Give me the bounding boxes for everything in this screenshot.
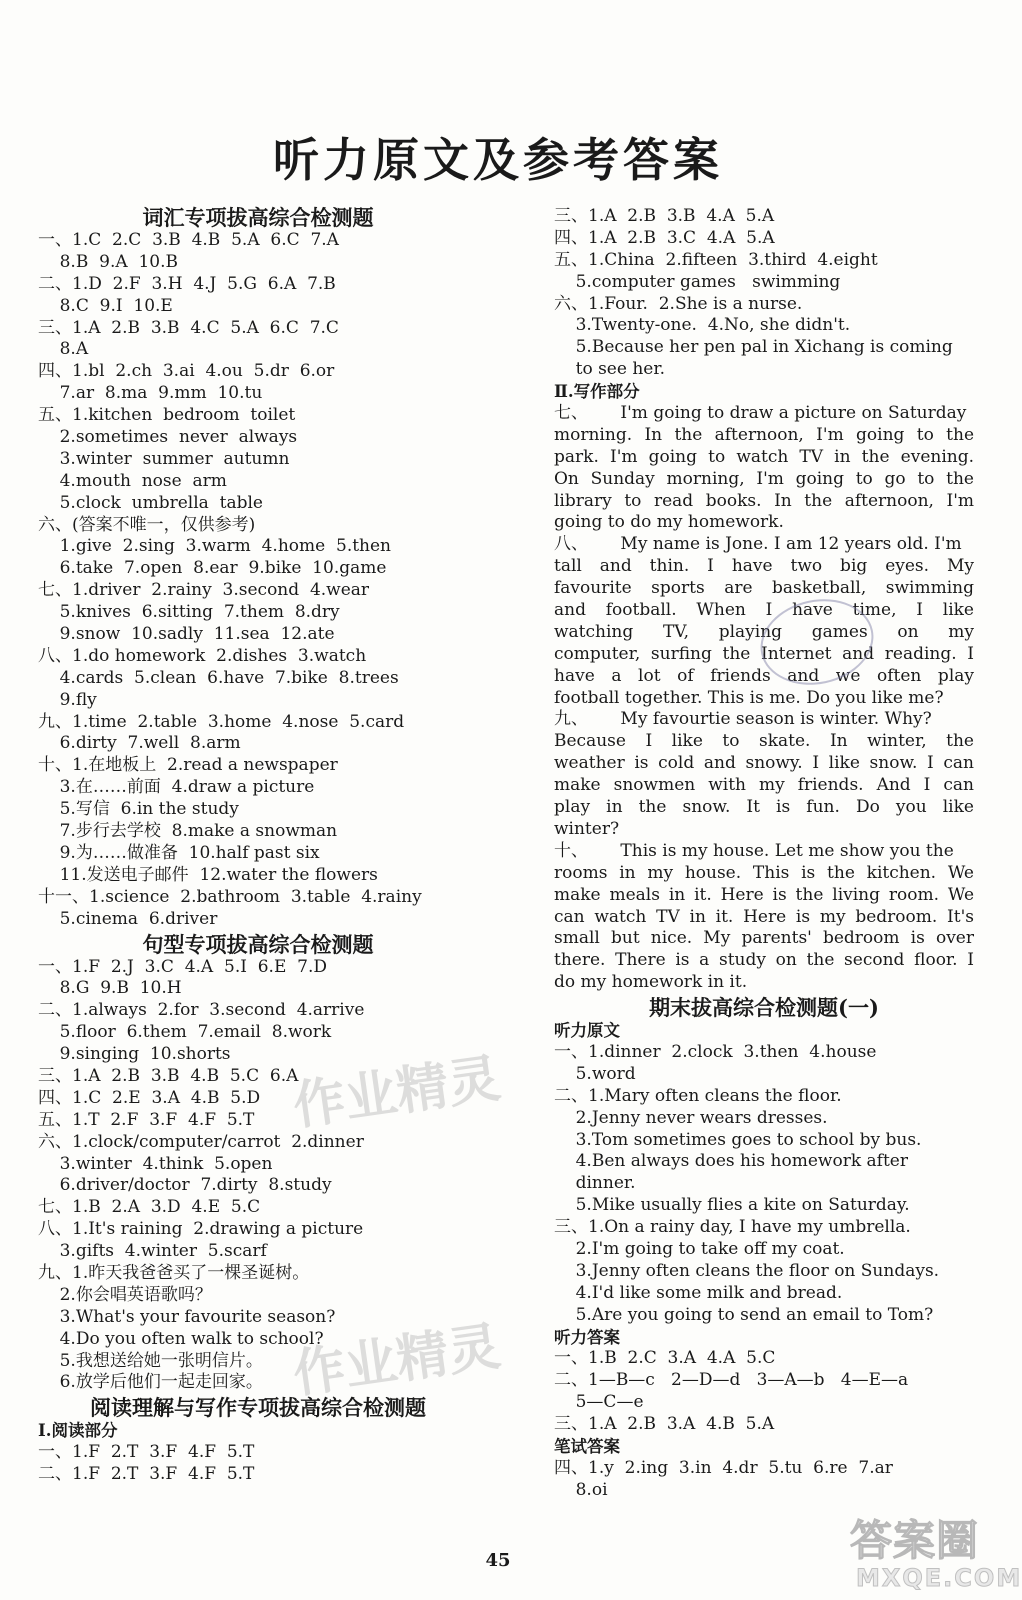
right-answer-column [554,206,974,1502]
answer-line: 5.cinema 6.driver [38,908,218,929]
answer-line: 9.singing 10.shorts [38,1044,231,1065]
section-heading: 阅读理解与写作专项拔高综合检测题 [90,1395,426,1421]
answer-line: 十、 This is my house. Let me show you the [554,840,954,861]
page-number: 45 [485,1550,511,1571]
answer-line: park. I'm going to watch TV in the evening. [554,446,974,467]
answer-line: 五、1.kitchen bedroom toilet [38,405,296,426]
answer-line: 二、1—B—c 2—D—d 3—A—b 4—E—a [554,1370,909,1391]
answer-line: make meals in it. Here is the living room. We [554,884,974,905]
answer-line: 七、1.driver 2.rainy 3.second 4.wear [38,580,370,601]
answer-line: 3.winter 4.think 5.open [38,1153,273,1174]
answer-line: 一、1.C 2.C 3.B 4.B 5.A 6.C 7.A [38,230,339,250]
watermark-text: 作业精灵 [289,1048,504,1138]
answer-line: 三、1.On a rainy day, I have my umbrella. [554,1217,911,1238]
answer-line: 5.clock umbrella table [38,492,263,513]
answer-line: 四、1.bl 2.ch 3.ai 4.ou 5.dr 6.or [38,361,335,382]
answer-line: favourite sports are basketball, swimming [554,578,974,599]
answer-line: 4.Do you often walk to school? [38,1328,324,1349]
section-heading: 期末拔高综合检测题(一) [649,995,879,1021]
answer-line: 一、1.dinner 2.clock 3.then 4.house [554,1041,877,1062]
answer-line: 4.Ben always does his homework after [554,1151,908,1172]
answer-line: 一、1.F 2.J 3.C 4.A 5.I 6.E 7.D [38,956,328,977]
answer-line: 9.snow 10.sadly 11.sea 12.ate [38,624,335,645]
answer-line: morning. In the afternoon, I'm going to the [554,424,974,445]
answer-line: going to do my homework. [554,512,784,533]
answer-line: 六、1.Four. 2.She is a nurse. [554,293,803,314]
answer-line: 8.oi [554,1479,608,1500]
answer-line: 8.A [38,339,89,360]
answer-line: 四、1.C 2.E 3.A 4.B 5.D [38,1087,261,1108]
answer-line: do my homework in it. [554,972,748,993]
answer-line: tall and thin. I have two big eyes. My [554,556,974,577]
answer-line: 2.你会唱英语歌吗？ [38,1284,212,1305]
answer-line: 二、1.D 2.F 3.H 4.J 5.G 6.A 7.B [38,273,336,294]
subsection-heading: Ⅱ.写作部分 [554,382,640,402]
answer-line: 九、1.昨天我爸爸买了一棵圣诞树。 [38,1262,310,1283]
answer-line: 3.Jenny often cleans the floor on Sundays. [554,1260,940,1281]
answer-line: 4.mouth nose arm [38,470,227,491]
answer-line: 三、1.A 2.B 3.B 4.A 5.A [554,206,775,226]
answer-line: to see her. [554,359,666,380]
answer-line: Because I like to skate. In winter, the [554,731,974,752]
answer-line: 3.What's your favourite season? [38,1306,336,1327]
answer-line: there. There is a study on the second floor. I [554,950,974,971]
left-answer-column [38,204,478,1486]
answer-line: 6.take 7.open 8.ear 9.bike 10.game [38,558,387,579]
answer-line: dinner. [554,1173,636,1194]
answer-line: 6.dirty 7.well 8.arm [38,733,241,754]
answer-line: 五、1.China 2.fifteen 3.third 4.eight [554,249,878,270]
logo-text-top: 答案圈 [850,1516,980,1565]
answer-line: winter? [554,818,620,839]
answer-line: 八、1.It's raining 2.drawing a picture [38,1219,364,1240]
answer-line: 3.Twenty-one. 4.No, she didn't. [554,315,851,336]
answer-line: 3.gifts 4.winter 5.scarf [38,1241,267,1262]
answer-line: 8.B 9.A 10.B [38,251,178,272]
answer-line: 一、1.B 2.C 3.A 4.A 5.C [554,1348,776,1369]
answer-line: 4.I'd like some milk and bread. [554,1282,843,1303]
answer-line: 9.为……做准备 10.half past six [38,842,320,863]
answer-line: 8.C 9.I 10.E [38,295,173,316]
answer-line: 5.knives 6.sitting 7.them 8.dry [38,602,340,623]
answer-line: 十一、1.science 2.bathroom 3.table 4.rainy [38,886,422,907]
answer-line: 三、1.A 2.B 3.B 4.B 5.C 6.A [38,1065,299,1086]
answer-line: 2.sometimes never always [38,427,298,448]
answer-line: 2.Jenny never wears dresses. [554,1107,828,1128]
site-logo [850,1508,1022,1594]
section-heading: 句型专项拔高综合检测题 [142,931,374,957]
answer-line: 六、1.clock/computer/carrot 2.dinner [38,1131,364,1152]
watermark-text: 作业精灵 [289,1316,504,1406]
answer-line: 5.floor 6.them 7.email 8.work [38,1022,332,1043]
answer-line: 11.发送电子邮件 12.water the flowers [38,864,378,885]
answer-line: 5.我想送给她一张明信片。 [38,1350,263,1371]
answer-line: 九、 My favourtie season is winter. Why? [554,709,932,730]
answer-line: 7.步行去学校 8.make a snowman [38,821,338,842]
answer-line: can watch TV in it. Here is my bedroom. It's [554,906,974,927]
answer-line: 5.computer games swimming [554,271,841,292]
answer-line: 八、 My name is Jone. I am 12 years old. I'm [554,534,962,555]
answer-line: 二、1.always 2.for 3.second 4.arrive [38,1000,365,1021]
answer-line: 9.fly [38,689,97,710]
answer-line: small but nice. My parents' bedroom is over [554,928,974,949]
answer-line: 5.Because her pen pal in Xichang is coming [554,337,953,358]
answer-line: 八、1.do homework 2.dishes 3.watch [38,645,367,666]
answer-line: have a lot of friends and we often play [554,665,974,686]
page-title: 听力原文及参考答案 [273,133,723,187]
answer-line: 5.Are you going to send an email to Tom? [554,1304,934,1325]
answer-line: 七、 I'm going to draw a picture on Saturday [554,403,967,424]
answer-line: 五、1.T 2.F 3.F 4.F 5.T [38,1109,255,1130]
answer-line: 7.ar 8.ma 9.mm 10.tu [38,383,263,404]
answer-line: 四、1.A 2.B 3.C 4.A 5.A [554,227,775,248]
answer-line: 六、(答案不唯一，仅供参考) [38,514,256,535]
answer-line: 三、1.A 2.B 3.B 4.C 5.A 6.C 7.C [38,317,339,338]
subsection-heading: 听力答案 [554,1327,620,1347]
answer-line: 6.放学后他们一起走回家。 [38,1372,263,1393]
answer-line: On Sunday morning, I'm going to go to the [554,468,974,489]
subsection-heading: 笔试答案 [554,1436,620,1456]
answer-line: watching TV, playing games on my [554,621,974,642]
answer-line: 3.winter summer autumn [38,448,290,469]
answer-line: 三、1.A 2.B 3.A 4.B 5.A [554,1414,775,1435]
answer-line: 5.写信 6.in the study [38,799,239,820]
answer-line: 四、1.y 2.ing 3.in 4.dr 5.tu 6.re 7.ar [554,1457,893,1478]
answer-line: 二、1.Mary often cleans the floor. [554,1085,842,1106]
answer-line: 4.cards 5.clean 6.have 7.bike 8.trees [38,667,399,688]
answer-line: 3.在……前面 4.draw a picture [38,777,315,798]
answer-line: 二、1.F 2.T 3.F 4.F 5.T [38,1464,255,1485]
answer-line: 5—C—e [554,1392,644,1413]
answer-line: 8.G 9.B 10.H [38,978,182,999]
section-heading: 词汇专项拔高综合检测题 [142,205,374,230]
answer-line: 十、1.在地板上 2.read a newspaper [38,755,338,776]
subsection-heading: 听力原文 [554,1021,620,1041]
answer-line: and football. When I have time, I like [554,600,974,621]
answer-line: 一、1.F 2.T 3.F 4.F 5.T [38,1442,255,1463]
answer-line: library to read books. In the afternoon, I'm [554,490,974,511]
answer-line: make snowmen with my friends. And I can [554,775,974,796]
answer-line: 5.word [554,1063,636,1084]
answer-line: 6.driver/doctor 7.dirty 8.study [38,1175,332,1196]
answer-line: 2.I'm going to take off my coat. [554,1238,845,1259]
answer-line: weather is cold and snowy. I like snow. I can [554,753,974,774]
subsection-heading: Ⅰ.阅读部分 [38,1421,118,1441]
answer-line: computer, surfing the Internet and reading. I [554,643,974,664]
answer-line: 七、1.B 2.A 3.D 4.E 5.C [38,1197,261,1218]
answer-line: rooms in my house. This is the kitchen. We [554,862,974,883]
answer-line: play in the snow. It is fun. Do you like [554,797,974,818]
answer-line: 5.Mike usually flies a kite on Saturday. [554,1195,910,1216]
answer-line: football together. This is me. Do you like me? [554,687,944,708]
answer-line: 3.Tom sometimes goes to school by bus. [554,1129,922,1150]
answer-line: 九、1.time 2.table 3.home 4.nose 5.card [38,711,405,732]
answer-line: 1.give 2.sing 3.warm 4.home 5.then [38,536,392,557]
logo-text-bottom: MXQE.COM [856,1564,1022,1592]
